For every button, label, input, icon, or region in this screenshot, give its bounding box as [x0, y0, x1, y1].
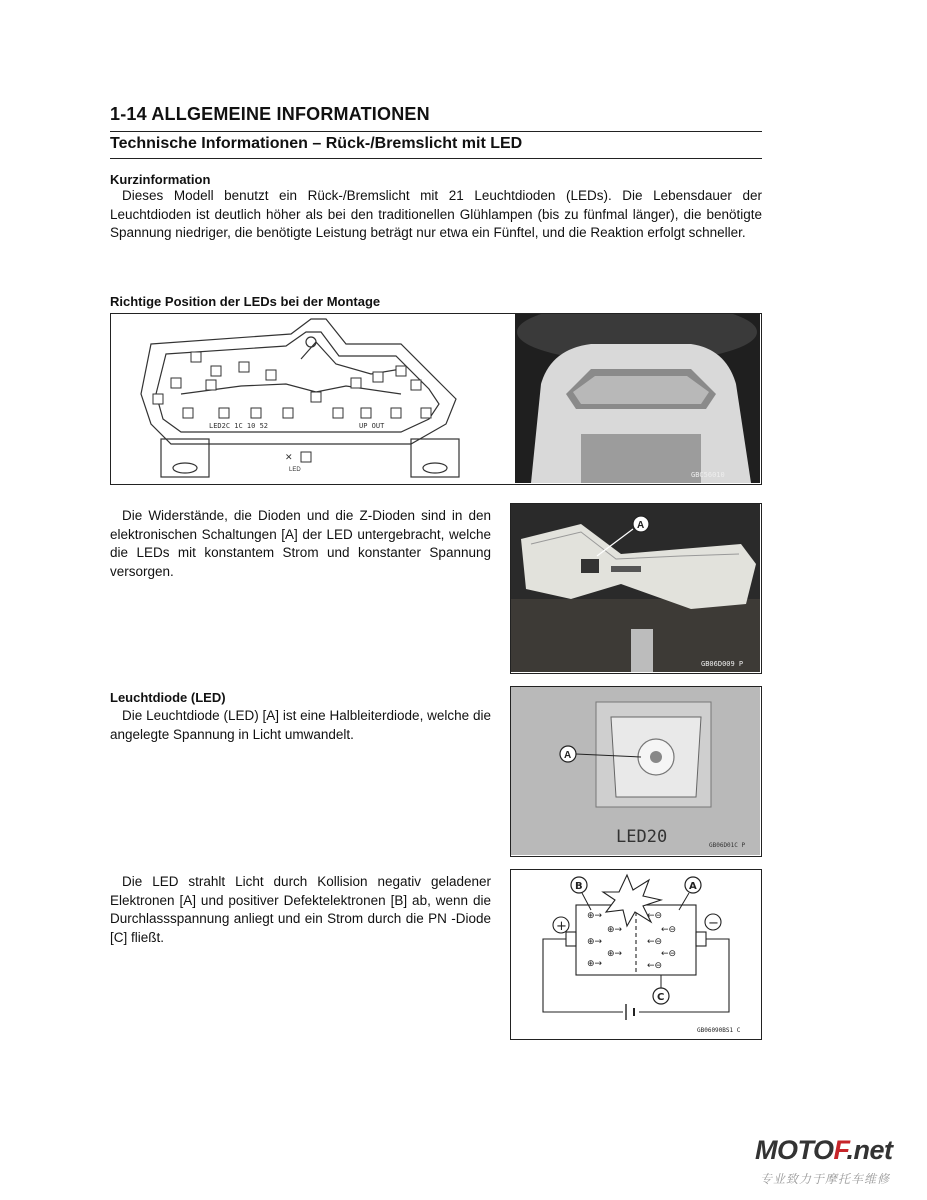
led-heading: Leuchtdiode (LED)	[110, 690, 226, 705]
header-rule	[110, 131, 762, 132]
svg-text:⊕→: ⊕→	[587, 911, 603, 921]
led-paragraph: Die Leuchtdiode (LED) [A] ist eine Halbleiterdiode, welche die angelegte Spannung in Licht umwandelt.	[110, 708, 491, 742]
circuit-board-photo	[510, 503, 762, 674]
led-photo	[510, 686, 762, 857]
diagram-code: GB06090BS1 C	[697, 1027, 741, 1034]
label-b: B	[575, 881, 583, 892]
chapter-title: 1-14 ALLGEMEINE INFORMATIONEN	[110, 104, 430, 124]
emission-paragraph: Die LED strahlt Licht durch Kollision negativ geladener Elektronen [A] und positiver Defektelektronen [B] ab, wenn die Durchlassspannung anliegt und ein Strom durch die PN -Diode [C] fließt.	[110, 874, 491, 945]
minus-symbol: −	[708, 916, 719, 931]
svg-text:⊕→: ⊕→	[587, 937, 603, 947]
led-photo-label: LED20	[616, 827, 668, 847]
taillight-led-diagram	[111, 314, 760, 483]
watermark-brand-accent: F	[833, 1135, 847, 1165]
circuit-paragraph: Die Widerstände, die Dioden und die Z-Dioden sind in den elektronischen Schaltungen [A] der LED untergebracht, welche die LEDs mit konstantem Strom und konstanter Spannung versorgen.	[110, 508, 491, 579]
label-a: A	[689, 881, 697, 892]
section-title: Technische Informationen – Rück-/Bremslicht mit LED	[110, 135, 523, 152]
section-rule	[110, 158, 762, 159]
plus-symbol: +	[556, 919, 567, 934]
watermark-logo	[755, 1135, 893, 1166]
intro-heading: Kurzinformation	[110, 172, 211, 187]
photo1-code: GBC56010	[691, 471, 725, 479]
intro-paragraph: Dieses Modell benutzt ein Rück-/Bremslicht mit 21 Leuchtdioden (LEDs). Die Lebensdauer der Leuchtdioden ist deutlich höher als bei den traditionellen Glühlampen (bis zu fünfmal länger), die benötigte Spannung niedriger, die benötigte Leistung beträgt nur etwa ein Fünftel, und die Reaktion erfolgt schneller.	[110, 188, 762, 240]
svg-text:←⊖: ←⊖	[661, 925, 677, 935]
label-c: C	[657, 992, 665, 1003]
position-heading: Richtige Position der LEDs bei der Montage	[110, 294, 381, 309]
watermark-subtitle: 专业致力于摩托车维修	[760, 1172, 891, 1186]
watermark-brand-main: MOTO	[755, 1135, 834, 1165]
photo3-code: GB06D01C P	[709, 842, 746, 849]
diagram-x-mark: ✕	[285, 452, 293, 462]
svg-text:←⊖: ←⊖	[647, 911, 663, 921]
photo2-code: GB06D009 P	[701, 660, 744, 668]
pn-diode-diagram	[510, 869, 762, 1040]
svg-text:←⊖: ←⊖	[647, 937, 663, 947]
svg-text:⊕→: ⊕→	[607, 925, 623, 935]
watermark-brand-tail: .net	[846, 1135, 893, 1165]
diagram-text-left: LED2C 1C 10 52	[209, 422, 269, 430]
svg-text:←⊖: ←⊖	[647, 961, 663, 971]
circuit-callout-a: A	[637, 520, 645, 531]
led-position-figure	[110, 313, 762, 485]
diagram-text-right: UP OUT	[359, 422, 385, 430]
svg-text:←⊖: ←⊖	[661, 949, 677, 959]
svg-text:⊕→: ⊕→	[587, 959, 603, 969]
led-callout-a: A	[564, 750, 572, 761]
diagram-legend: LED	[289, 467, 301, 473]
svg-text:⊕→: ⊕→	[607, 949, 623, 959]
